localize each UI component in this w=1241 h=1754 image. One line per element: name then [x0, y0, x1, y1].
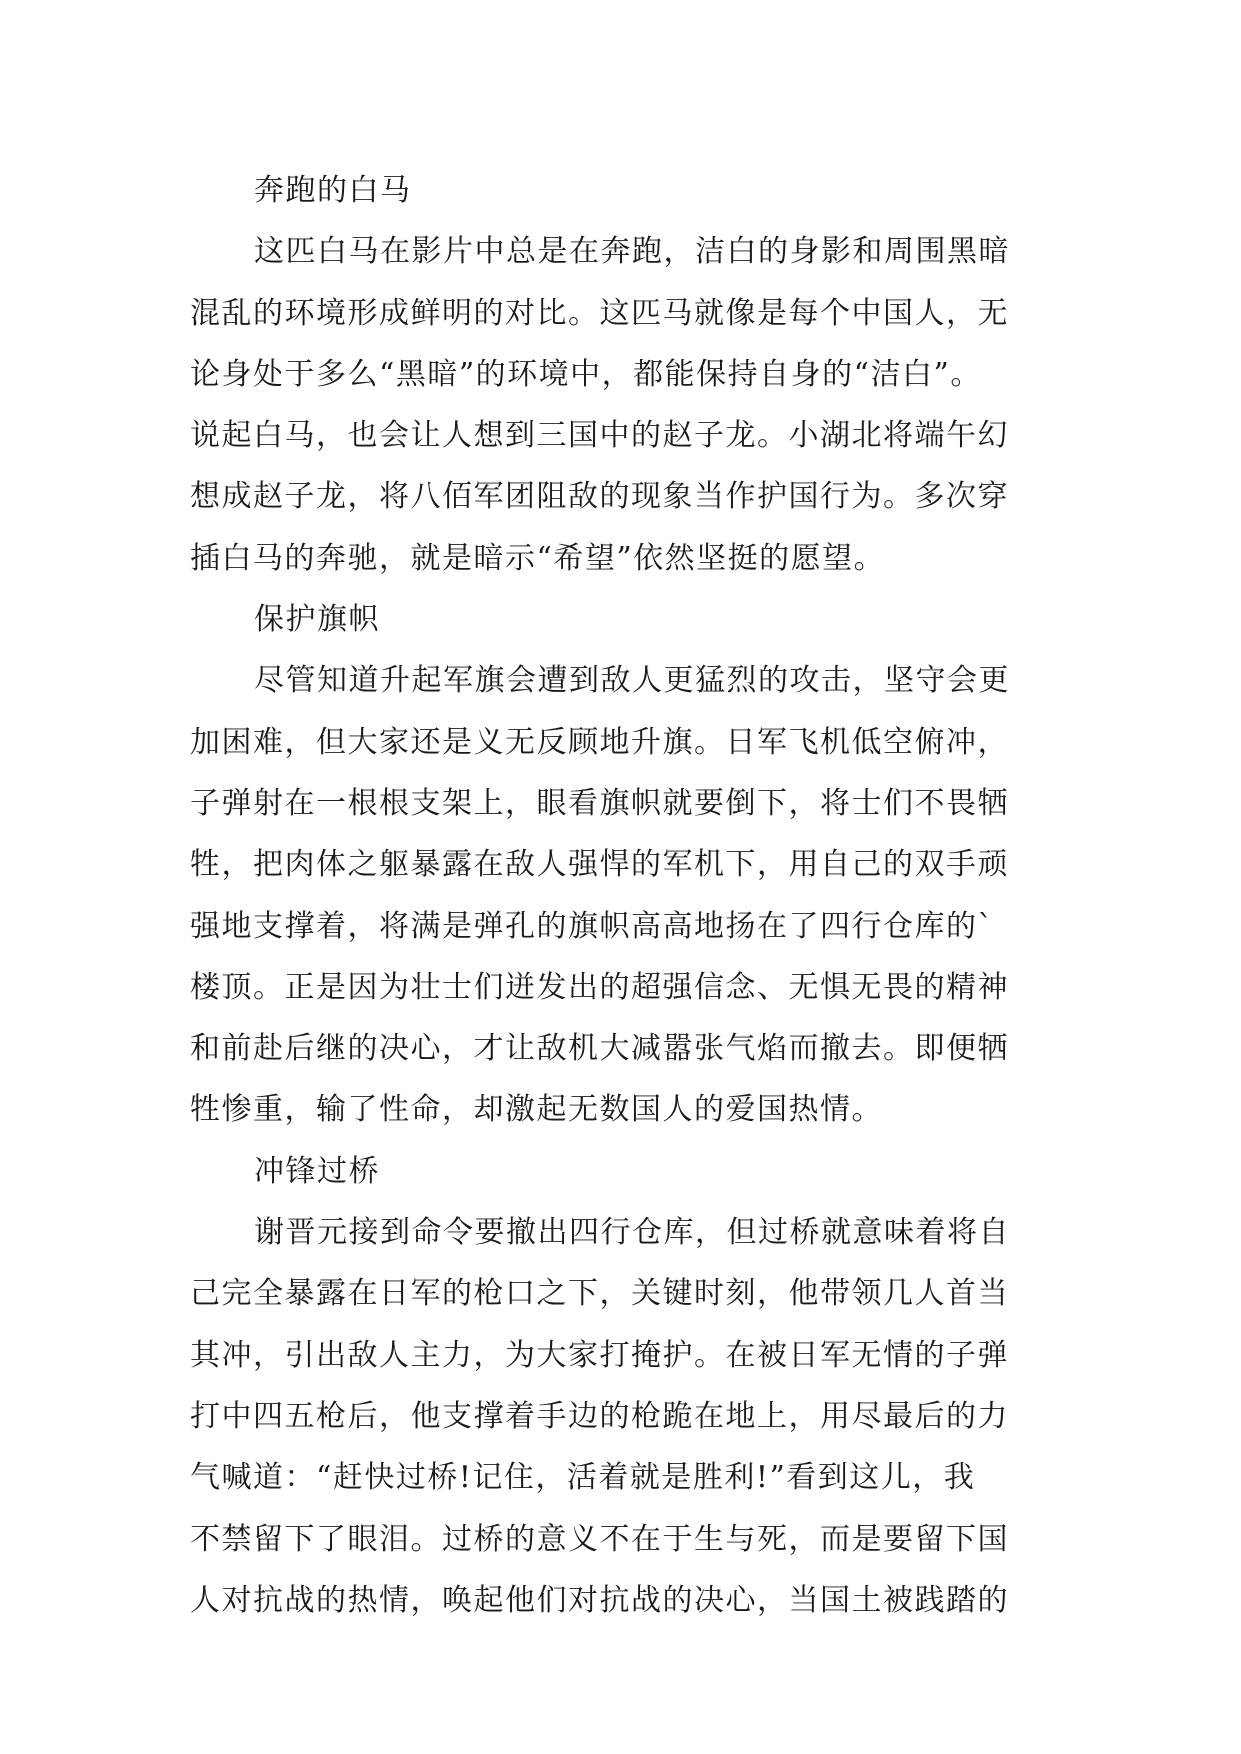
paragraph-line: 强地支撑着，将满是弹孔的旗帜高高地扬在了四行仓库的` — [190, 908, 994, 944]
paragraph-line: 谢晋元接到命令要撤出四行仓库，但过桥就意味着将自 — [254, 1215, 1010, 1251]
paragraph-line: 论身处于多么“黑暗”的环境中，都能保持自身的“洁白”。 — [190, 356, 982, 392]
paragraph-line: 和前赴后继的决心，才让敌机大减嚣张气焰而撤去。即便牺 — [190, 1031, 1009, 1067]
paragraph-line: 打中四五枪后，他支撑着手边的枪跪在地上，用尽最后的力 — [190, 1398, 1009, 1434]
paragraph-line: 楼顶。正是因为壮士们迸发出的超强信念、无惧无畏的精神 — [190, 969, 1009, 1005]
paragraph-line: 子弹射在一根根支架上，眼看旗帜就要倒下，将士们不畏牺 — [190, 785, 1009, 821]
paragraph-line: 加困难，但大家还是义无反顾地升旗。日军飞机低空俯冲， — [190, 724, 1009, 760]
paragraph-line: 说起白马，也会让人想到三国中的赵子龙。小湖北将端午幻 — [190, 418, 1009, 454]
paragraph-line: 气喊道：“赶快过桥!记住，活着就是胜利!”看到这儿，我 — [190, 1460, 976, 1496]
paragraph-line: 这匹白马在影片中总是在奔跑，洁白的身影和周围黑暗 — [254, 234, 1010, 270]
paragraph-line: 不禁留下了眼泪。过桥的意义不在于生与死，而是要留下国 — [190, 1521, 1009, 1557]
paragraph-line: 插白马的奔驰，就是暗示“希望”依然坚挺的愿望。 — [190, 540, 886, 576]
paragraph-line: 己完全暴露在日军的枪口之下，关键时刻，他带领几人首当 — [190, 1276, 1009, 1312]
paragraph-line: 牲惨重，输了性命，却激起无数国人的爱国热情。 — [190, 1092, 883, 1128]
paragraph-line: 人对抗战的热情，唤起他们对抗战的决心，当国土被践踏的 — [190, 1582, 1009, 1618]
paragraph-line: 尽管知道升起军旗会遭到敌人更猛烈的攻击，坚守会更 — [254, 663, 1010, 699]
paragraph-line: 牲，把肉体之躯暴露在敌人强悍的军机下，用自己的双手顽 — [190, 847, 1009, 883]
section-heading-white-horse: 奔跑的白马 — [254, 173, 412, 208]
paragraph-line: 混乱的环境形成鲜明的对比。这匹马就像是每个中国人，无 — [190, 295, 1009, 331]
section-heading-charge-bridge: 冲锋过桥 — [254, 1153, 380, 1189]
document-body — [190, 160, 1060, 1631]
section-heading-protect-flag: 保护旗帜 — [254, 602, 380, 638]
paragraph-line: 想成赵子龙，将八佰军团阻敌的现象当作护国行为。多次穿 — [190, 479, 1009, 515]
paragraph-line: 其冲，引出敌人主力，为大家打掩护。在被日军无情的子弹 — [190, 1337, 1009, 1373]
